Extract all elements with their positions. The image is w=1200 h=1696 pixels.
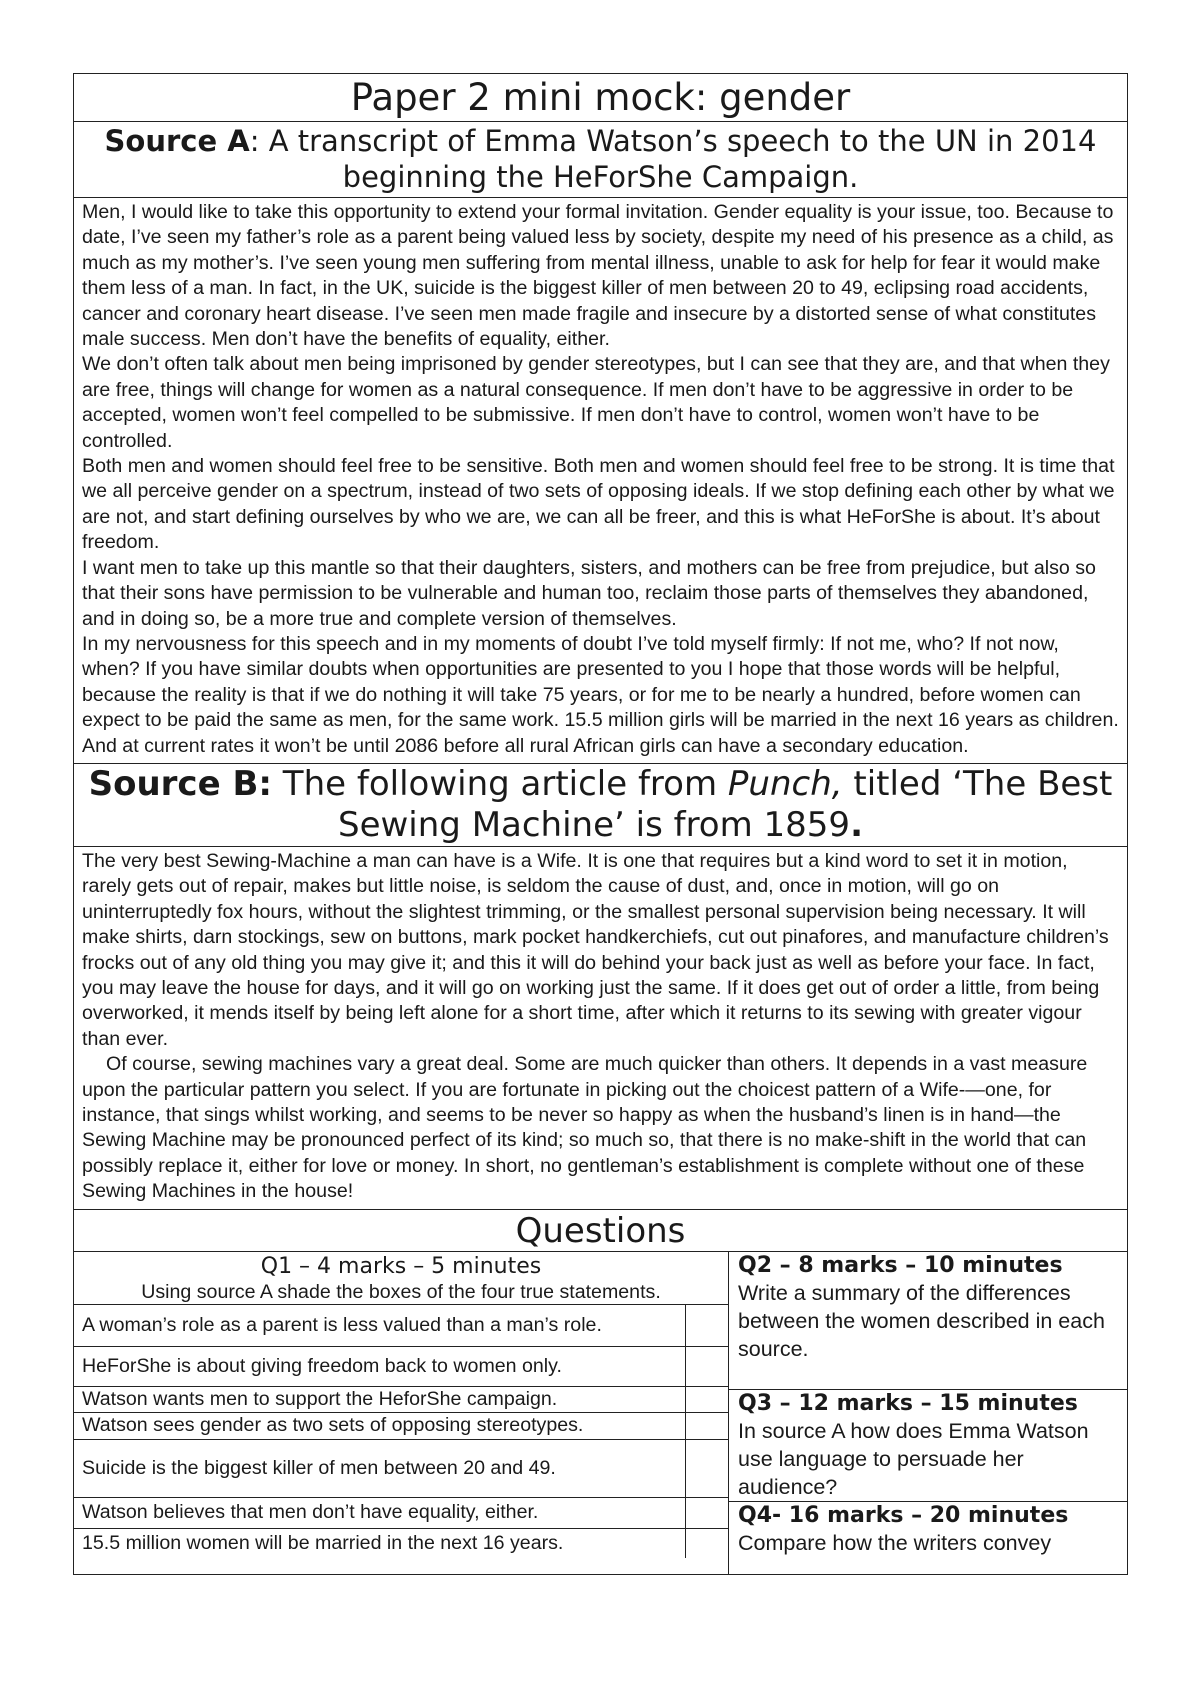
statement-text: A woman’s role as a parent is less valued than a man’s role. [82,1313,602,1336]
statement-text: Watson sees gender as two sets of opposing stereotypes. [82,1414,584,1437]
q2-text: Write a summary of the differences between the women described in each source. [738,1280,1105,1361]
statement-shade-box[interactable] [685,1529,728,1558]
q4-block [738,1502,1127,1557]
q1-heading: Q1 – 4 marks – 5 minutes [260,1253,542,1279]
statement-row [74,1497,728,1528]
source-a-paragraph: Both men and women should feel free to be sensitive. Both men and women should feel free to be strong. It is time that we all perceive gender on a spectrum, instead of two sets of opposing ideals. If we stop defining each other by what we are not, and start defining ourselves by who we are, we can all be freer, and this is what HeForShe is about. It’s about freedom. [82,455,1115,554]
statement-row [74,1304,728,1346]
statement-text: Watson wants men to support the HeforShe campaign. [82,1387,558,1410]
source-b-paragraph: The very best Sewing-Machine a man can have is a Wife. It is one that requires but a kind word to set it in motion, rarely gets out of repair, makes but little noise, is seldom the cause of dust, and, once in motion, will go on uninterruptedly fox hours, without the slightest trimming, or the smallest personal supervision being necessary. It will make shirts, darn stockings, sew on buttons, mark pocket handkerchiefs, cut out pinafores, and manufacture children’s frocks out of any old thing you may give it; and this it will do behind your back just as well as before your face. In fact, you may leave the house for days, and it will go on working just the same. If it does get out of order a little, from being overworked, it mends itself by being left alone for a short time, after which it returns to its sewing with greater vigour than ever. [82,849,1109,1050]
statement-text: Suicide is the biggest killer of men between 20 and 49. [82,1456,556,1479]
statement-shade-box[interactable] [685,1440,728,1497]
questions-grid [74,1252,1127,1574]
statement-text: HeForShe is about giving freedom back to women only. [82,1354,562,1377]
statement-shade-box[interactable] [685,1498,728,1528]
source-b-heading-pre: The following article from [272,763,728,804]
statement-row [74,1412,728,1439]
q1-panel [74,1252,729,1574]
source-b-label: Source B: [88,763,272,804]
statement-shade-box[interactable] [685,1305,728,1346]
source-a-heading [74,122,1127,198]
source-b-heading-end: . [850,804,863,845]
statement-text: 15.5 million women will be married in the next 16 years. [82,1531,564,1554]
page-title: Paper 2 mini mock: gender [74,74,1127,122]
q3-heading: Q3 – 12 marks – 15 minutes [738,1390,1078,1416]
source-b-paragraph: Of course, sewing machines vary a great deal. Some are much quicker than others. It depends in a vast measure upon the particular pattern you select. If you are fortunate in picking out the choicest pattern of a Wife-—one, for instance, that sings whilst working, and seems to be never so happy as when the husband’s linen is in hand—the Sewing Machine may be pronounced perfect of its kind; so much so, that there is no make-shift in the world that can possibly replace it, either for love or money. In short, no gentleman’s establishment is complete without one of these Sewing Machines in the house! [82,1053,1088,1203]
statement-row [74,1346,728,1386]
q3-text: In source A how does Emma Watson use language to persuade her audience? [738,1418,1089,1499]
source-b-text [74,847,1127,1210]
statement-shade-box[interactable] [685,1413,728,1439]
statement-row [74,1386,728,1412]
source-a-text [74,198,1127,764]
q2-heading: Q2 – 8 marks – 10 minutes [738,1252,1063,1278]
statement-shade-box[interactable] [685,1387,728,1412]
statement-text: Watson believes that men don’t have equality, either. [82,1501,539,1524]
q2-q4-panel [729,1252,1127,1574]
source-b-heading-post: titled ‘The Best Sewing Machine’ is from 1859 [338,763,1113,845]
source-a-paragraph: In my nervousness for this speech and in my moments of doubt I’ve told myself firmly: If not me, who? If not now, when? If you have similar doubts when opportunities are presented to you I hope that those words will be helpful, because the reality is that if we do nothing it will take 75 years, or for me to be nearly a hundred, before women can expect to be paid the same as men, for the same work. 15.5 million girls will be married in the next 16 years as children. And at current rates it won’t be until 2086 before all rural African girls can have a secondary education. [82,632,1119,757]
source-b-publication: Punch, [727,763,843,804]
source-a-paragraph: I want men to take up this mantle so that their daughters, sisters, and mothers can be free from prejudice, but also so that their sons have permission to be vulnerable and human too, reclaim those parts of themselves they abandoned, and in doing so, be a more true and complete version of themselves. [82,556,1096,630]
source-a-label: Source A [104,124,250,158]
worksheet [73,73,1128,1575]
statement-shade-box[interactable] [685,1347,728,1386]
source-a-paragraph: Men, I would like to take this opportunity to extend your formal invitation. Gender equality is your issue, too. Because to date, I’ve seen my father’s role as a parent being valued less by society, despite my need of his presence as a child, as much as my mother’s. I’ve seen young men suffering from mental illness, unable to ask for help for fear it would make them less of a man. In fact, in the UK, suicide is the biggest killer of men between 20 to 49, eclipsing road accidents, cancer and coronary heart disease. I’ve seen men made fragile and insecure by a distorted sense of what constitutes male success. Men don’t have the benefits of equality, either. [82,201,1114,351]
q3-block [729,1390,1127,1502]
statement-row [74,1439,728,1497]
q4-heading: Q4- 16 marks – 20 minutes [738,1502,1069,1528]
questions-title: Questions [74,1210,1127,1252]
source-a-paragraph: We don’t often talk about men being imprisoned by gender stereotypes, but I can see that they are, and that when they are free, things will change for women as a natural consequence. If men don’t have to be aggressive in order to be accepted, women won’t feel compelled to be submissive. If men don’t have to control, women won’t have to be controlled. [82,353,1110,452]
q4-text: Compare how the writers convey [738,1530,1052,1555]
source-a-description: : A transcript of Emma Watson’s speech to the UN in 2014 beginning the HeForShe Campaign. [249,124,1097,194]
q2-block [729,1252,1127,1390]
statement-row [74,1528,728,1558]
source-b-heading [74,764,1127,847]
q1-instruction: Using source A shade the boxes of the four true statements. [141,1280,661,1303]
